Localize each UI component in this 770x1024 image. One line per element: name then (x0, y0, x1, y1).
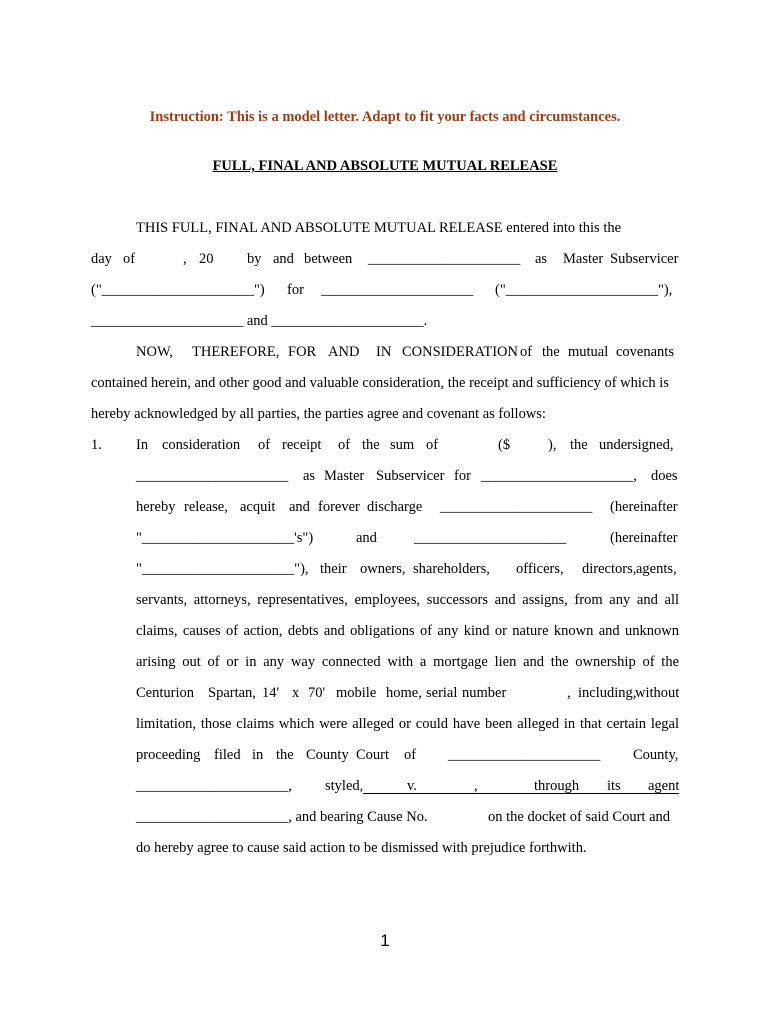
intro-line-4: _____________________ and _____________________. (91, 313, 428, 329)
whereas-line-2: contained herein, and other good and valuable consideration, the receipt and sufficiency of which is (91, 375, 669, 391)
item1-line-12: _____________________, styled, v. , through its agent (136, 777, 679, 795)
item1-line-11: proceeding filed in the County Court of _____________________ County, (136, 747, 679, 763)
item1-line-10: limitation, those claims which were alleged or could have been alleged in that certain legal (136, 716, 679, 732)
item1-line-14: do hereby agree to cause said action to be dismissed with prejudice forthwith. (136, 840, 587, 856)
item1-line-1: In consideration of receipt of the sum of ($ ), the undersigned, (136, 437, 674, 453)
whereas-line-3: hereby acknowledged by all parties, the parties agree and covenant as follows: (91, 406, 546, 422)
item1-line-7: claims, causes of action, debts and obligations of any kind or nature known and unknown (136, 623, 679, 639)
whereas-line-1: NOW, THEREFORE, FOR AND IN CONSIDERATION of the mutual covenants (136, 344, 674, 360)
item1-line-13: _____________________, and bearing Cause No. on the docket of said Court and (136, 809, 671, 825)
instruction-note: Instruction: This is a model letter. Adapt to fit your facts and circumstances. (149, 109, 621, 125)
intro-line-3: ("_____________________") for _____________________ ("_____________________"), (91, 282, 673, 298)
item1-line-9: Centurion Spartan, 14' x 70' mobile home, serial number , including, without (136, 685, 680, 701)
intro-line-1: THIS FULL, FINAL AND ABSOLUTE MUTUAL RELEASE entered into this the (136, 220, 622, 236)
item1-line-5: "_____________________"), their owners, shareholders, officers, directors, agents, (136, 561, 677, 577)
item1-line-6: servants, attorneys, representatives, employees, successors and assigns, from any and all (136, 592, 679, 608)
page-number: 1 (380, 931, 390, 950)
item1-line-2: _____________________ as Master Subservicer for _____________________, does (136, 468, 678, 484)
document-title: FULL, FINAL AND ABSOLUTE MUTUAL RELEASE (212, 158, 558, 174)
intro-line-2: day of , 20 by and between _____________________ as Master Subservicer (91, 251, 679, 267)
item1-line-3: hereby release, acquit and forever discharge _____________________ (hereinafter (136, 499, 678, 515)
item1-line-8: arising out of or in any way connected with a mortgage lien and the ownership of the (136, 654, 679, 670)
item1-line-4: "_____________________'s") and _____________________ (hereinafter (136, 530, 678, 546)
item-number: 1. (91, 437, 102, 453)
